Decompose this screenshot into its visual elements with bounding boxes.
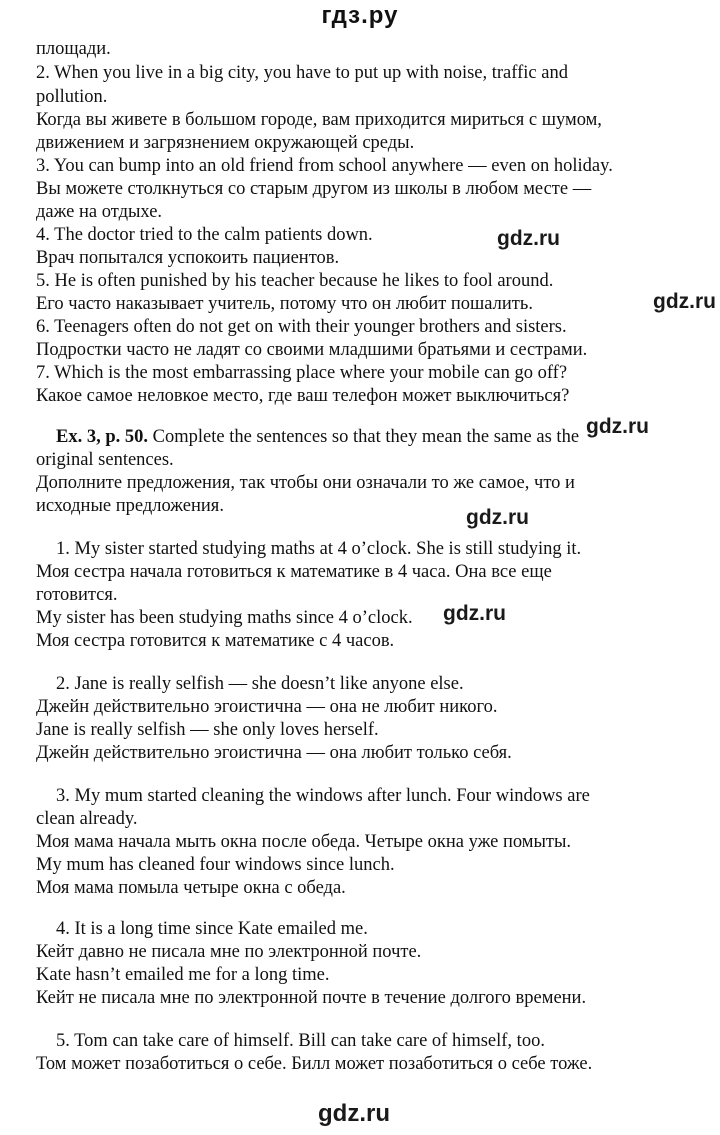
text-line: Врач попытался успокоить пациентов. xyxy=(36,248,340,268)
text-line: 3. My mum started cleaning the windows after lunch. Four windows are xyxy=(56,786,590,806)
text-line: Моя сестра готовится к математике с 4 часов. xyxy=(36,631,395,651)
text-line: 4. The doctor tried to the calm patients down. xyxy=(36,225,373,245)
text-line: Подростки часто не ладят со своими младшими братьями и сестрами. xyxy=(36,340,588,360)
text-line: Какое самое неловкое место, где ваш телефон может выключиться? xyxy=(36,386,570,406)
text-line: 2. When you live in a big city, you have to put up with noise, traffic and xyxy=(36,63,568,83)
text-line: Моя мама начала мыть окна после обеда. Четыре окна уже помыты. xyxy=(36,832,572,852)
footer-watermark: gdz.ru xyxy=(318,1100,390,1127)
text-line: Kate hasn’t emailed me for a long time. xyxy=(36,965,330,985)
text-line: My mum has cleaned four windows since lunch. xyxy=(36,855,395,875)
text-line: Дополните предложения, так чтобы они означали то же самое, что и xyxy=(36,473,575,493)
text-line: Кейт не писала мне по электронной почте в течение долгого времени. xyxy=(36,988,587,1008)
site-header-title: гдз.ру xyxy=(321,2,399,29)
exercise-ref: Ex. 3, p. 50. xyxy=(56,427,149,447)
watermark: gdz.ru xyxy=(466,506,529,529)
text-line: 6. Teenagers often do not get on with their younger brothers and sisters. xyxy=(36,317,567,337)
text-line: Когда вы живете в большом городе, вам приходится мириться с шумом, xyxy=(36,110,602,130)
text-line: Jane is really selfish — she only loves herself. xyxy=(36,720,379,740)
text-line: pollution. xyxy=(36,87,108,107)
text-line: 7. Which is the most embarrassing place where your mobile can go off? xyxy=(36,363,568,383)
text-line: clean already. xyxy=(36,809,138,829)
text-line: Его часто наказывает учитель, потому что он любит пошалить. xyxy=(36,294,533,314)
text-line: Кейт давно не писала мне по электронной почте. xyxy=(36,942,422,962)
text-line: 5. Tom can take care of himself. Bill can take care of himself, too. xyxy=(56,1031,545,1051)
text-line: готовится. xyxy=(36,585,118,605)
text-line: Джейн действительно эгоистична — она любит только себя. xyxy=(36,743,512,763)
watermark: gdz.ru xyxy=(653,290,716,313)
text-line: площади. xyxy=(36,39,111,59)
text-line: Моя мама помыла четыре окна с обеда. xyxy=(36,878,346,898)
text-line: My sister has been studying maths since 4 o’clock. xyxy=(36,608,413,628)
text-line: даже на отдыхе. xyxy=(36,202,163,222)
text-line: движением и загрязнением окружающей среды. xyxy=(36,133,415,153)
text-line: исходные предложения. xyxy=(36,496,224,516)
watermark: gdz.ru xyxy=(586,415,649,438)
exercise-instruction: Ex. 3, p. 50. Complete the sentences so that they mean the same as the xyxy=(56,427,580,447)
text-line: original sentences. xyxy=(36,450,174,470)
watermark: gdz.ru xyxy=(443,602,506,625)
text-line: Джейн действительно эгоистична — она не любит никого. xyxy=(36,697,498,717)
watermark: gdz.ru xyxy=(497,227,560,250)
text-line: Вы можете столкнуться со старым другом из школы в любом месте — xyxy=(36,179,592,199)
text-line: 2. Jane is really selfish — she doesn’t like anyone else. xyxy=(56,674,464,694)
text-line: 1. My sister started studying maths at 4 o’clock. She is still studying it. xyxy=(56,539,582,559)
text-line: 4. It is a long time since Kate emailed me. xyxy=(56,919,368,939)
text-line: 3. You can bump into an old friend from school anywhere — even on holiday. xyxy=(36,156,613,176)
text-line: Том может позаботиться о себе. Билл может позаботиться о себе тоже. xyxy=(36,1054,593,1074)
text-line: 5. He is often punished by his teacher because he likes to fool around. xyxy=(36,271,554,291)
text-line: Моя сестра начала готовиться к математике в 4 часа. Она все еще xyxy=(36,562,552,582)
